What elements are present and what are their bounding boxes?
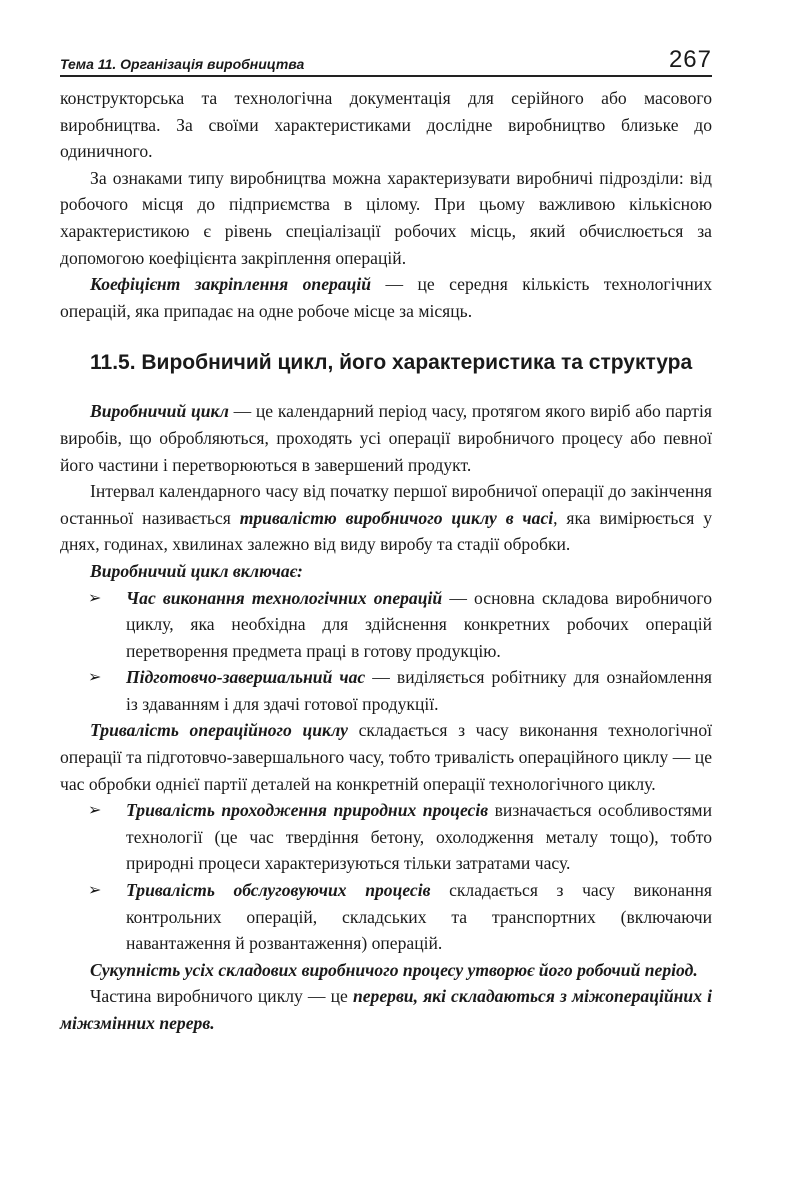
running-head-title: Тема 11. Організація виробництва bbox=[60, 56, 305, 72]
list-item bbox=[60, 797, 712, 877]
text-before: Інтервал календарного часу від початку першої виробничої операції до закінчення останньої називається bbox=[60, 481, 712, 528]
paragraph-production-cycle bbox=[60, 398, 712, 478]
text-after: , яка вимірюється у днях, годинах, хвилинах залежно від виду виробу та стадії обробки. bbox=[60, 507, 712, 555]
list-item bbox=[60, 585, 712, 665]
paragraph-continuation: конструкторська та технологічна документація для серійного або масового виробництва. За своїми характеристиками дослідне виробництво близьке до одиничного. bbox=[60, 88, 712, 162]
arrow-bullet-icon: ➢ bbox=[88, 800, 102, 820]
paragraph-cycle-duration bbox=[60, 478, 712, 558]
arrow-bullet-icon: ➢ bbox=[88, 667, 102, 687]
list-item-term: Час виконання технологічних операцій bbox=[126, 587, 443, 608]
paragraph-coefficient bbox=[60, 271, 712, 324]
list-item-term: Тривалість обслуговуючих процесів bbox=[126, 880, 431, 901]
bullet-list-processes bbox=[60, 797, 712, 957]
list-item bbox=[60, 877, 712, 957]
paragraph-cycle-includes: Виробничий цикл включає: bbox=[90, 560, 303, 581]
book-page bbox=[60, 48, 712, 1037]
running-head bbox=[60, 48, 712, 77]
term-operational-cycle: Тривалість операційного циклу bbox=[90, 720, 348, 741]
paragraph-breaks bbox=[60, 983, 712, 1036]
paragraph-operational-cycle bbox=[60, 717, 712, 797]
list-item-text: визначається особливостями технології (це час твердіння бетону, охолодження металу тощо), тобто природні процеси характеризуються тільки затратами часу. bbox=[126, 800, 712, 874]
text-before: Частина виробничого циклу — це bbox=[90, 986, 353, 1007]
list-item-text: — основна складова виробничого циклу, яка необхідна для здійснення конкретних робочих операцій перетворення предмета праці в готову продукцію. bbox=[126, 587, 712, 661]
list-item-term: Тривалість проходження природних процесів bbox=[126, 800, 489, 821]
list-item-term: Підготовчо-завершальний час bbox=[126, 667, 366, 688]
term-cycle-duration: тривалістю виробничого циклу в часі bbox=[239, 507, 554, 528]
section-heading: 11.5. Виробничий цикл, його характеристика та структура bbox=[90, 351, 693, 375]
list-item-text: — виділяється робітнику для ознайомлення із здаванням і для здачі готової продукції. bbox=[126, 667, 712, 714]
arrow-bullet-icon: ➢ bbox=[88, 587, 102, 607]
bullet-list-cycle-parts bbox=[60, 585, 712, 718]
arrow-bullet-icon: ➢ bbox=[88, 880, 102, 900]
paragraph-working-period: Сукупність усіх складових виробничого процесу утворює його робочий період. bbox=[90, 959, 698, 980]
term-production-cycle: Виробничий цикл bbox=[90, 401, 229, 422]
definition-operational-cycle: складається з часу виконання технологічної операції та підготовчо-завершального часу, тобто тривалість операційного циклу — це час обробки однієї партії деталей на конкретній операції технологічного циклу. bbox=[60, 720, 712, 794]
term-breaks: перерви, які складаються з міжопераційних і міжзмінних перерв. bbox=[60, 986, 712, 1033]
list-item bbox=[60, 664, 712, 717]
definition-production-cycle: — це календарний період часу, протягом якого виріб або партія виробів, що обробляються, проходять усі операції виробничого процесу або певної його частини і перетворюються в завершений продукт. bbox=[60, 401, 712, 475]
term-coefficient: Коефіцієнт закріплення операцій bbox=[90, 274, 372, 295]
definition-coefficient: — це середня кількість технологічних операцій, яка припадає на одне робоче місце за місяць. bbox=[60, 274, 713, 321]
paragraph-production-units: За ознаками типу виробництва можна характеризувати виробничі підрозділи: від робочого місця до підприємства в цілому. При цьому важливою кількісною характеристикою є рівень спеціалізації робочих місць, який обчислюється за допомогою коефіцієнта закріплення операцій. bbox=[60, 167, 712, 268]
page-number: 267 bbox=[668, 46, 712, 73]
list-item-text: складається з часу виконання контрольних операцій, складських та транспортних (включаючи навантаження й розвантаження) операцій. bbox=[126, 880, 712, 954]
